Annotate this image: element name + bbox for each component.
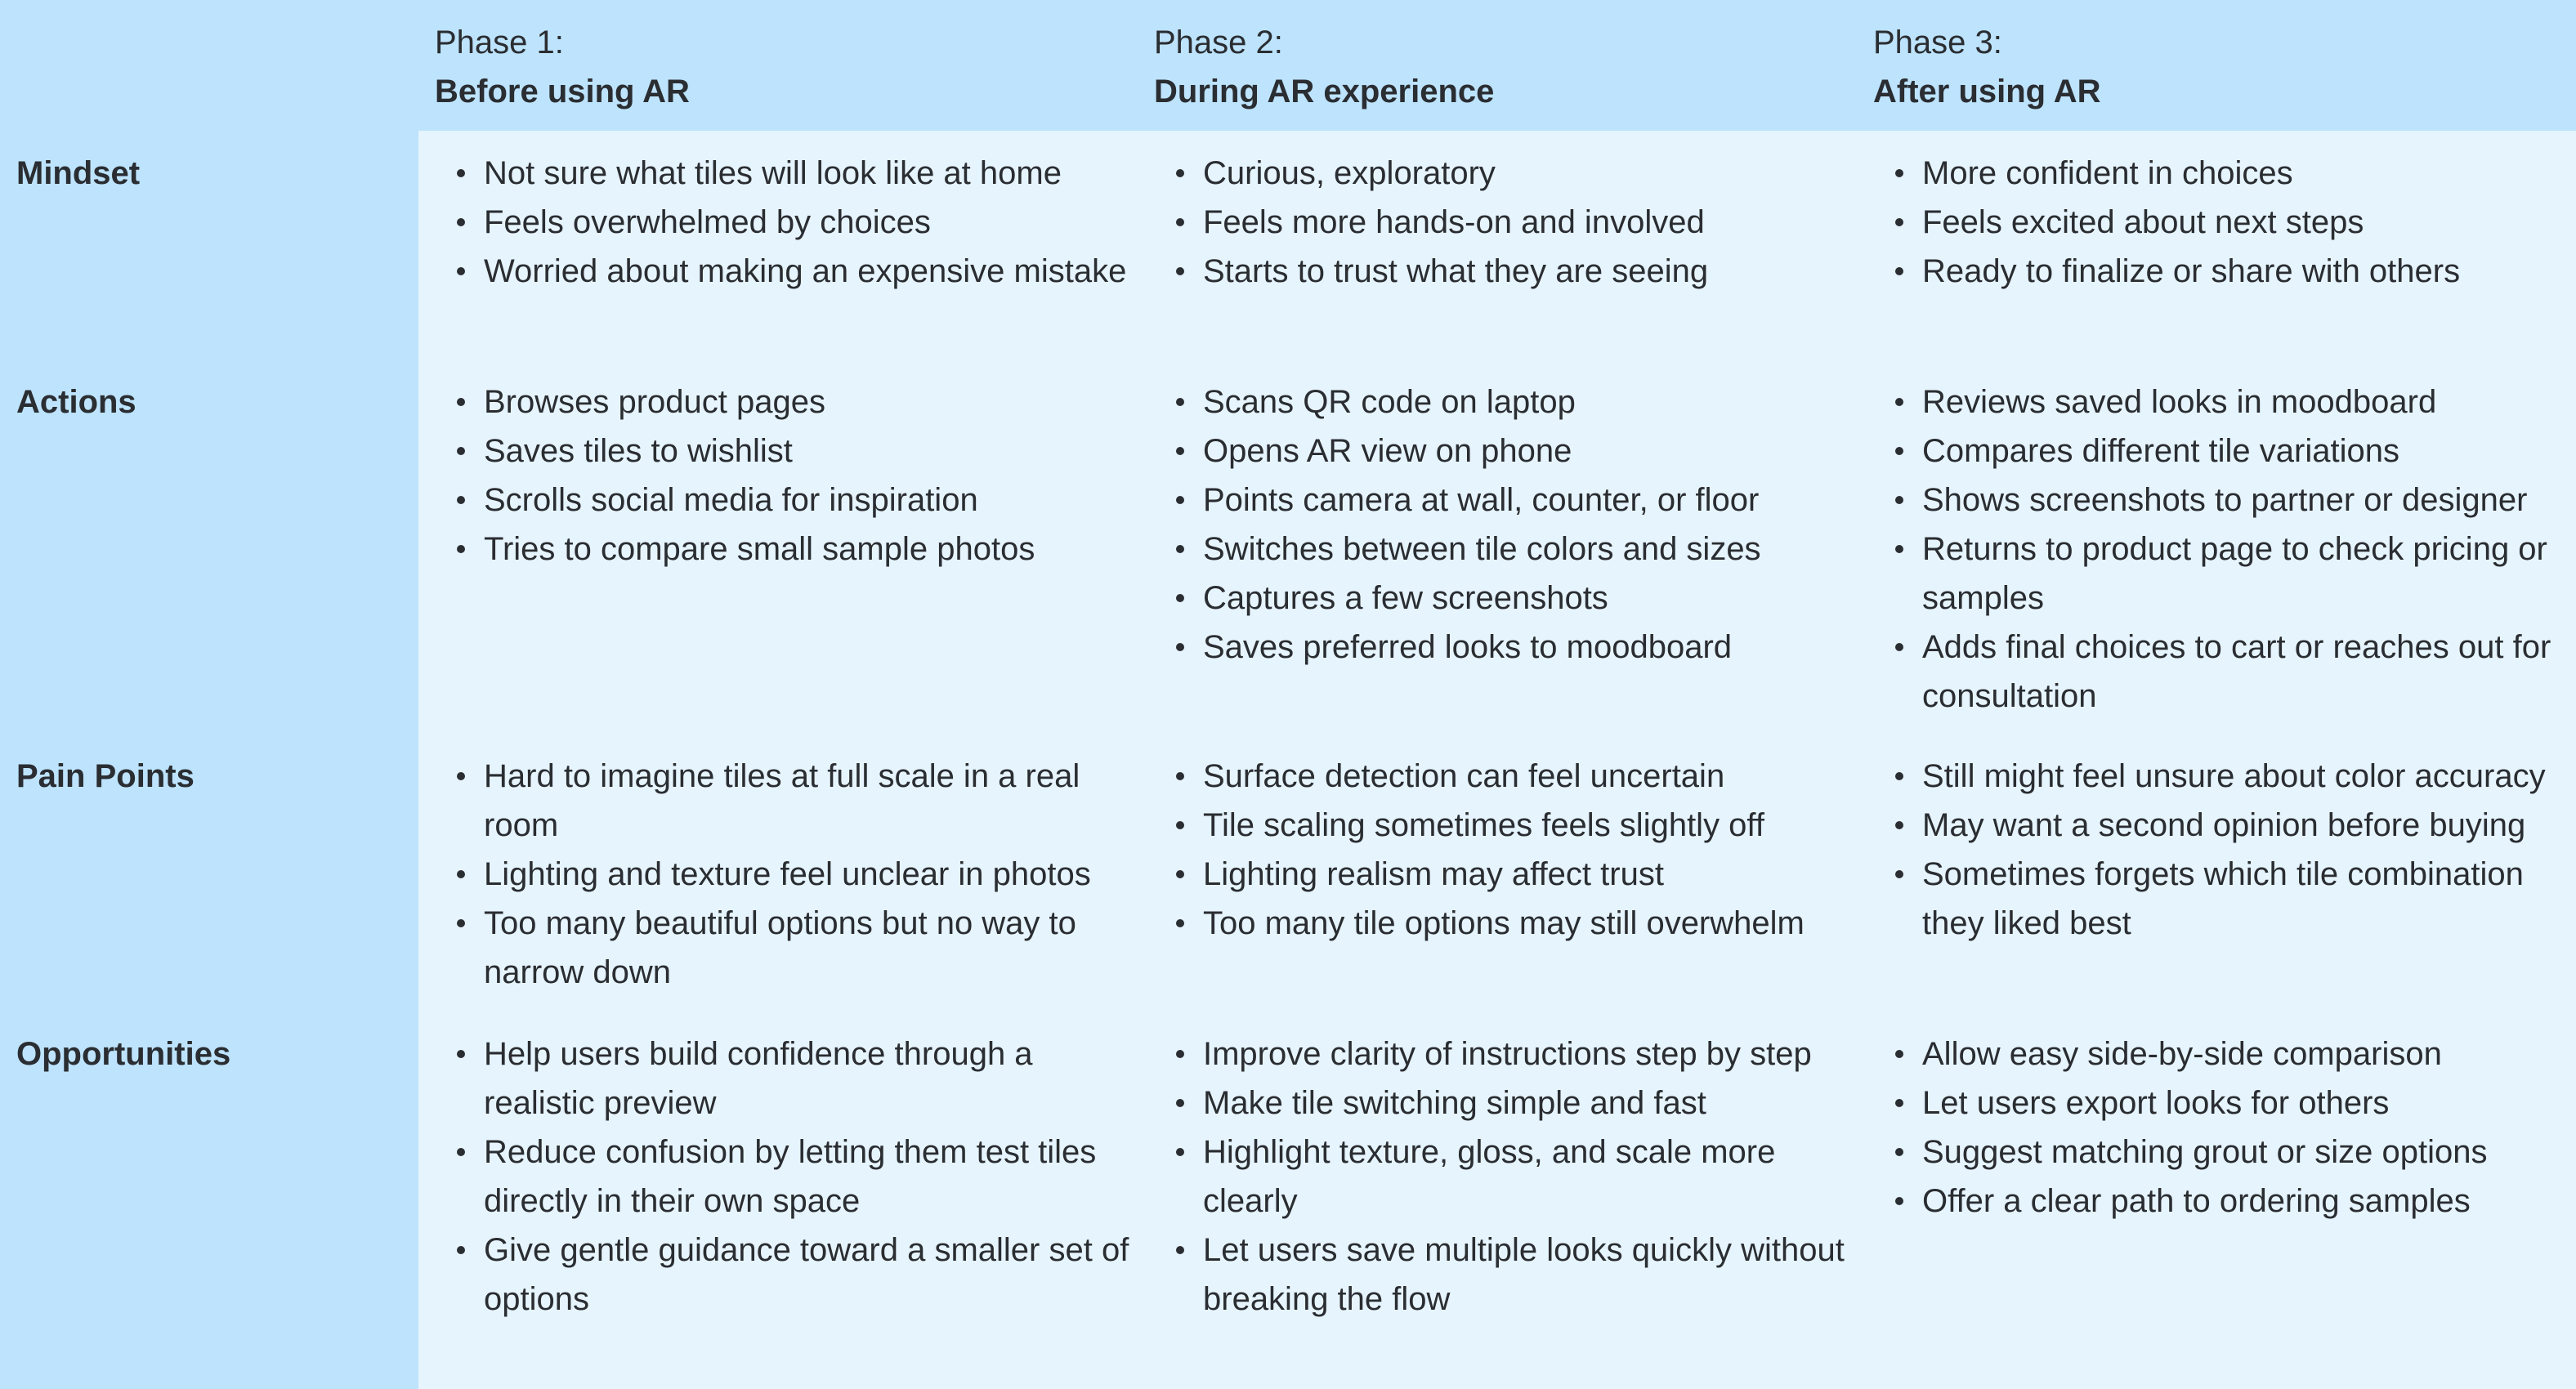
list-item: Not sure what tiles will look like at home	[484, 149, 1129, 198]
cell-opportunities-phase-1	[435, 1029, 1129, 1324]
list-item: Still might feel unsure about color accuracy	[1922, 752, 2576, 801]
phase-3-header	[1873, 18, 2101, 116]
cell-pain-points-phase-2	[1154, 752, 1849, 948]
list-item: Feels more hands-on and involved	[1203, 198, 1849, 247]
list-item: Curious, exploratory	[1203, 149, 1849, 198]
cell-actions-phase-2	[1154, 377, 1849, 672]
list-item: Lighting realism may affect trust	[1203, 850, 1849, 899]
list-item: Hard to imagine tiles at full scale in a real room	[484, 752, 1129, 850]
list-item: Tries to compare small sample photos	[484, 525, 1129, 574]
list-item: Help users build confidence through a realistic preview	[484, 1029, 1129, 1128]
list-item: Too many tile options may still overwhelm	[1203, 899, 1849, 948]
list-item: Highlight texture, gloss, and scale more clearly	[1203, 1128, 1849, 1226]
cell-pain-points-phase-3	[1873, 752, 2576, 948]
list-item: Shows screenshots to partner or designer	[1922, 476, 2576, 525]
cell-pain-points-phase-1	[435, 752, 1129, 997]
list-item: Feels overwhelmed by choices	[484, 198, 1129, 247]
row-label-mindset: Mindset	[16, 155, 141, 191]
list-item: Allow easy side-by-side comparison	[1922, 1029, 2576, 1079]
list-item: Saves tiles to wishlist	[484, 427, 1129, 476]
phase-3-title: After using AR	[1873, 74, 2101, 109]
row-label-pain-points: Pain Points	[16, 758, 195, 794]
cell-mindset-phase-1	[435, 149, 1129, 296]
list-item: Opens AR view on phone	[1203, 427, 1849, 476]
phase-3-number: Phase 3:	[1873, 25, 2002, 60]
list-item: Lighting and texture feel unclear in photos	[484, 850, 1129, 899]
list-item: Adds final choices to cart or reaches out for consultation	[1922, 623, 2576, 721]
cell-actions-phase-3	[1873, 377, 2576, 721]
list-item: Browses product pages	[484, 377, 1129, 427]
cell-opportunities-phase-3	[1873, 1029, 2576, 1226]
list-item: Reviews saved looks in moodboard	[1922, 377, 2576, 427]
list-item: Surface detection can feel uncertain	[1203, 752, 1849, 801]
list-item: Reduce confusion by letting them test tiles directly in their own space	[484, 1128, 1129, 1226]
list-item: More confident in choices	[1922, 149, 2576, 198]
list-item: May want a second opinion before buying	[1922, 801, 2576, 850]
row-label-opportunities: Opportunities	[16, 1036, 231, 1072]
list-item: Tile scaling sometimes feels slightly off	[1203, 801, 1849, 850]
phase-1-title: Before using AR	[435, 74, 690, 109]
cell-actions-phase-1	[435, 377, 1129, 574]
cell-opportunities-phase-2	[1154, 1029, 1849, 1324]
list-item: Saves preferred looks to moodboard	[1203, 623, 1849, 672]
list-item: Points camera at wall, counter, or floor	[1203, 476, 1849, 525]
phase-2-header	[1154, 18, 1494, 116]
list-item: Scans QR code on laptop	[1203, 377, 1849, 427]
cell-mindset-phase-2	[1154, 149, 1849, 296]
list-item: Ready to finalize or share with others	[1922, 247, 2576, 296]
list-item: Worried about making an expensive mistake	[484, 247, 1129, 296]
list-item: Scrolls social media for inspiration	[484, 476, 1129, 525]
list-item: Let users save multiple looks quickly without breaking the flow	[1203, 1226, 1849, 1324]
list-item: Make tile switching simple and fast	[1203, 1079, 1849, 1128]
list-item: Suggest matching grout or size options	[1922, 1128, 2576, 1177]
list-item: Compares different tile variations	[1922, 427, 2576, 476]
list-item: Captures a few screenshots	[1203, 574, 1849, 623]
row-label-column	[0, 0, 418, 1389]
list-item: Let users export looks for others	[1922, 1079, 2576, 1128]
list-item: Improve clarity of instructions step by step	[1203, 1029, 1849, 1079]
list-item: Starts to trust what they are seeing	[1203, 247, 1849, 296]
list-item: Feels excited about next steps	[1922, 198, 2576, 247]
cell-mindset-phase-3	[1873, 149, 2576, 296]
list-item: Returns to product page to check pricing or samples	[1922, 525, 2576, 623]
list-item: Give gentle guidance toward a smaller set of options	[484, 1226, 1129, 1324]
list-item: Switches between tile colors and sizes	[1203, 525, 1849, 574]
phase-2-title: During AR experience	[1154, 74, 1495, 109]
phase-1-header	[435, 18, 690, 116]
phase-1-number: Phase 1:	[435, 25, 564, 60]
phase-2-number: Phase 2:	[1154, 25, 1283, 60]
row-label-actions: Actions	[16, 384, 136, 420]
list-item: Too many beautiful options but no way to narrow down	[484, 899, 1129, 997]
list-item: Sometimes forgets which tile combination they liked best	[1922, 850, 2576, 948]
list-item: Offer a clear path to ordering samples	[1922, 1177, 2576, 1226]
